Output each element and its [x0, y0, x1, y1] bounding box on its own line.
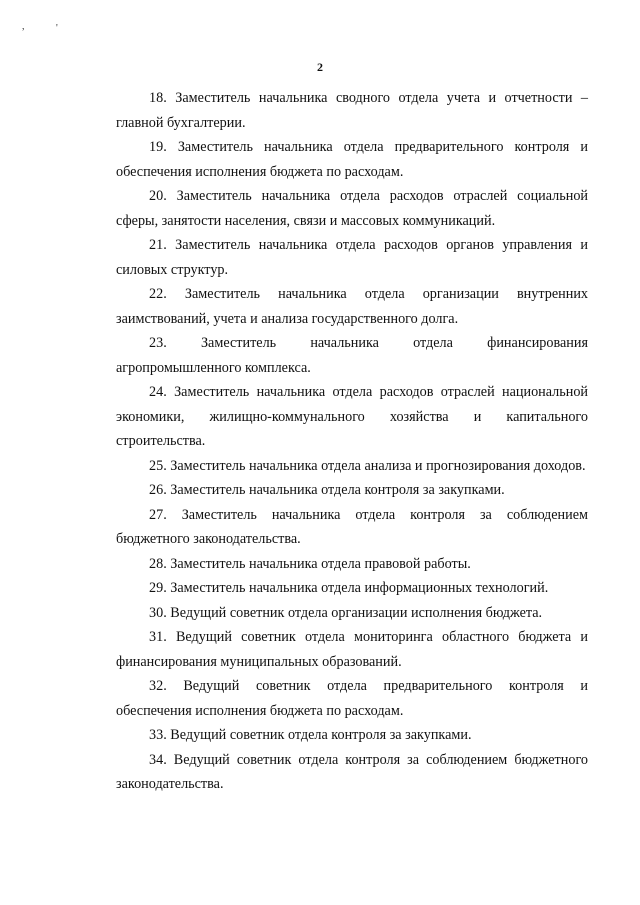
item-number: 26.: [149, 482, 167, 498]
list-item: [116, 625, 588, 674]
item-number: 24.: [149, 384, 167, 400]
list-item: [116, 233, 588, 282]
page-number: 2: [317, 60, 323, 74]
item-text: Заместитель начальника отдела контроля за соблюдением бюджетного законодательства.: [116, 506, 589, 547]
item-number: 22.: [149, 286, 167, 302]
item-text: Заместитель начальника отдела анализа и прогнозирования доходов.: [170, 457, 586, 474]
list-item: [116, 184, 588, 233]
item-text: Заместитель начальника сводного отдела учета и отчетности – главной бухгалтерии.: [116, 90, 589, 131]
item-text: Заместитель начальника отдела правовой работы.: [170, 555, 471, 572]
item-number: 25.: [149, 457, 167, 474]
list-item: [116, 552, 588, 577]
list-item: [116, 748, 588, 797]
item-text: Ведущий советник отдела контроля за соблюдением бюджетного законодательства.: [116, 751, 588, 792]
item-text: Заместитель начальника отдела расходов отраслей социальной сферы, занятости населения, связи и массовых коммуникаций.: [116, 188, 589, 229]
scan-mark: ,: [22, 21, 25, 32]
item-number: 33.: [149, 727, 167, 743]
item-text: Заместитель начальника отдела финансирования агропромышленного комплекса.: [116, 335, 589, 376]
item-text: Заместитель начальника отдела информационных технологий.: [170, 580, 549, 596]
item-text: Ведущий советник отдела организации исполнения бюджета.: [170, 604, 543, 621]
list-item: [116, 723, 588, 748]
item-text: Заместитель начальника отдела контроля за закупками.: [170, 482, 505, 498]
item-number: 30.: [149, 604, 167, 621]
item-number: 18.: [149, 90, 167, 106]
list-item: [116, 282, 588, 331]
list-item: [116, 601, 588, 626]
item-number: 28.: [149, 555, 167, 572]
item-number: 29.: [149, 580, 167, 596]
list-item: [116, 331, 588, 380]
item-text: Ведущий советник отдела мониторинга областного бюджета и финансирования муниципальных образований.: [116, 629, 589, 670]
list-item: [116, 454, 588, 479]
scan-mark: ': [56, 23, 58, 34]
item-number: 34.: [149, 751, 167, 768]
item-text: Ведущий советник отдела контроля за закупками.: [170, 727, 472, 743]
item-number: 31.: [149, 629, 167, 645]
item-text: Заместитель начальника отдела организации внутренних заимствований, учета и анализа государственного долга.: [116, 286, 589, 327]
item-text: Заместитель начальника отдела расходов органов управления и силовых структур.: [116, 237, 589, 278]
item-number: 27.: [149, 506, 167, 523]
item-number: 21.: [149, 237, 167, 253]
position-list: [116, 86, 588, 797]
item-text: Ведущий советник отдела предварительного контроля и обеспечения исполнения бюджета по расходам.: [116, 678, 588, 719]
item-number: 19.: [149, 139, 167, 155]
item-text: Заместитель начальника отдела предварительного контроля и обеспечения исполнения бюджета по расходам.: [116, 139, 588, 180]
list-item: [116, 478, 588, 503]
list-item: [116, 380, 588, 454]
item-number: 23.: [149, 335, 167, 351]
item-number: 20.: [149, 188, 167, 204]
list-item: [116, 503, 588, 552]
list-item: [116, 576, 588, 601]
list-item: [116, 674, 588, 723]
list-item: [116, 86, 588, 135]
list-item: [116, 135, 588, 184]
item-number: 32.: [149, 678, 167, 694]
item-text: Заместитель начальника отдела расходов отраслей национальной экономики, жилищно-коммунального хозяйства и капитального строительства.: [116, 384, 589, 449]
